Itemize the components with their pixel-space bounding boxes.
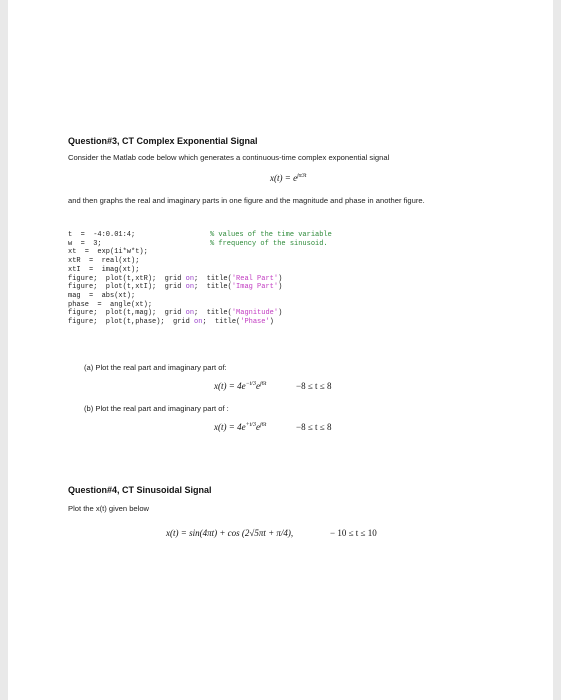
code-keyword: on (194, 318, 203, 327)
question-4-intro: Plot the x(t) given below (68, 504, 150, 513)
question-4-title: Question#4, CT Sinusoidal Signal (68, 485, 212, 495)
code-text: ) (269, 318, 274, 327)
part-b-eq-base: x(t) = 4e (214, 422, 246, 432)
part-a-label: (a) Plot the real part and imaginary part of: (84, 363, 227, 372)
code-text: phase = angle(xt); (68, 300, 153, 309)
code-line (68, 231, 332, 240)
code-string: 'Real Part' (231, 274, 279, 283)
equation-exponent: jπ3t (297, 173, 307, 179)
code-text: figure; plot(t,mag); grid (68, 309, 186, 318)
code-comment: % values of the time variable (210, 231, 332, 239)
code-text: ; title( (194, 274, 232, 283)
part-b-equation (214, 422, 266, 432)
question-4-range: − 10 ≤ t ≤ 10 (330, 528, 377, 538)
part-a-equation (214, 381, 266, 391)
part-b-exp2: j6t (259, 422, 267, 428)
code-text: xt = exp(1i*w*t); (68, 248, 148, 257)
part-b-label: (b) Plot the real part and imaginary part of : (84, 404, 229, 413)
code-text: w = 3; (68, 239, 102, 248)
code-keyword: on (185, 309, 195, 318)
code-text: ; title( (202, 318, 241, 327)
code-line (68, 318, 332, 327)
equation-lhs: x(t) = e (270, 173, 298, 183)
question-4-equation (166, 528, 293, 538)
part-b-range: −8 ≤ t ≤ 8 (296, 422, 332, 432)
question-3-equation (270, 173, 306, 183)
code-string: 'Phase' (240, 318, 270, 327)
code-keyword: on (185, 283, 195, 292)
code-line (68, 309, 332, 318)
question-4-eq-text: x(t) = sin(4πt) + cos (2√5πt + π/4), (166, 528, 294, 538)
code-text: ; title( (194, 283, 232, 292)
matlab-code-block (68, 231, 332, 327)
code-text: ) (278, 283, 283, 292)
code-string: 'Magnitude' (231, 309, 279, 318)
part-a-exp2: j6t (259, 381, 267, 387)
question-3-description: and then graphs the real and imaginary parts in one figure and the magnitude and phase in another figure. (68, 196, 425, 205)
code-line (68, 240, 332, 249)
part-a-exp1: −t/3 (245, 381, 256, 387)
code-line (68, 283, 332, 292)
part-b-exp1: +t/3 (245, 422, 256, 428)
part-b-eq-e: e (255, 422, 260, 432)
code-text: ) (278, 274, 283, 283)
code-text: mag = abs(xt); (68, 291, 136, 300)
code-line (68, 292, 332, 301)
part-a-range: −8 ≤ t ≤ 8 (296, 381, 332, 391)
code-line (68, 301, 332, 310)
code-text: figure; plot(t,xtR); grid (68, 274, 186, 283)
part-a-eq-base: x(t) = 4e (214, 381, 246, 391)
code-text: xtR = real(xt); (68, 257, 140, 266)
code-text: ) (278, 309, 283, 318)
code-line (68, 266, 332, 275)
part-a-eq-e: e (255, 381, 260, 391)
question-3-intro: Consider the Matlab code below which generates a continuous-time complex exponential signal (68, 153, 390, 162)
code-text: xtI = imag(xt); (68, 265, 140, 274)
code-text: ; title( (194, 309, 232, 318)
code-line (68, 248, 332, 257)
code-comment: % frequency of the sinusoid. (210, 239, 328, 248)
code-text: figure; plot(t,xtI); grid (68, 283, 186, 292)
code-keyword: on (185, 274, 195, 283)
code-text: figure; plot(t,phase); grid (68, 318, 195, 327)
question-3-title: Question#3, CT Complex Exponential Signal (68, 136, 258, 146)
code-text: t = -4:0.01:4; (68, 231, 136, 239)
code-line (68, 275, 332, 284)
code-line (68, 257, 332, 266)
document-page (8, 0, 553, 700)
code-string: 'Imag Part' (231, 283, 279, 292)
